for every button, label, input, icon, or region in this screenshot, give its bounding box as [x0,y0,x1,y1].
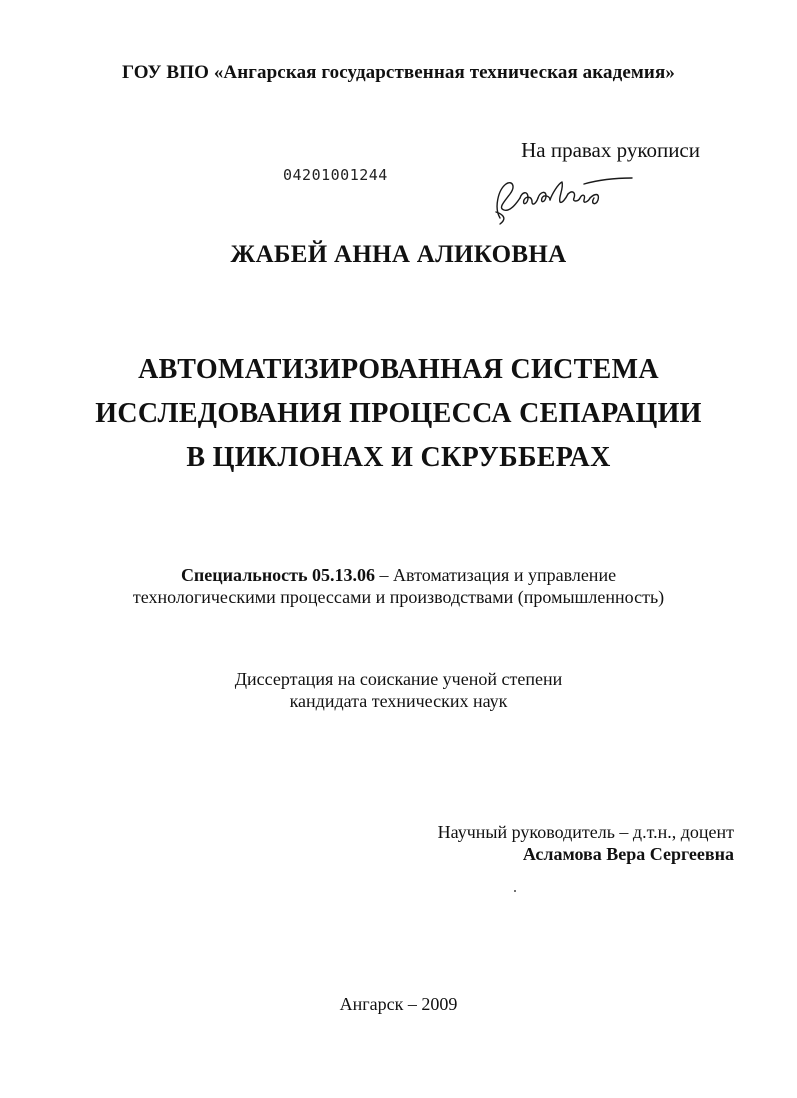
specialty-block [0,564,797,608]
author-name: ЖАБЕЙ АННА АЛИКОВНА [230,241,567,268]
title-line: АВТОМАТИЗИРОВАННАЯ СИСТЕМА [138,354,659,385]
degree-line-2: кандидата технических наук [289,691,508,711]
title-line: В ЦИКЛОНАХ И СКРУББЕРАХ [186,442,611,473]
degree-line-1: Диссертация на соискание ученой степени [234,669,563,689]
city-year: Ангарск – 2009 [339,994,458,1014]
document-number: 04201001244 [283,166,388,184]
handwritten-signature-icon [486,168,636,230]
supervisor-role: Научный руководитель – д.т.н., доцент [437,822,734,842]
specialty-description: – Автоматизация и управление [375,565,617,585]
degree-block [0,668,797,712]
scan-speck [514,890,516,892]
title-line: ИССЛЕДОВАНИЯ ПРОЦЕССА СЕПАРАЦИИ [95,398,702,429]
institution-name: ГОУ ВПО «Ангарская государственная техническая академия» [122,62,675,83]
specialty-line-1 [0,564,797,586]
manuscript-note: На правах рукописи [521,138,700,162]
dissertation-title [0,348,797,480]
supervisor-block [438,821,734,865]
specialty-line-2: технологическими процессами и производствами (промышленность) [132,587,665,607]
supervisor-name: Асламова Вера Сергеевна [522,844,734,864]
specialty-label: Специальность 05.13.06 [180,565,376,585]
